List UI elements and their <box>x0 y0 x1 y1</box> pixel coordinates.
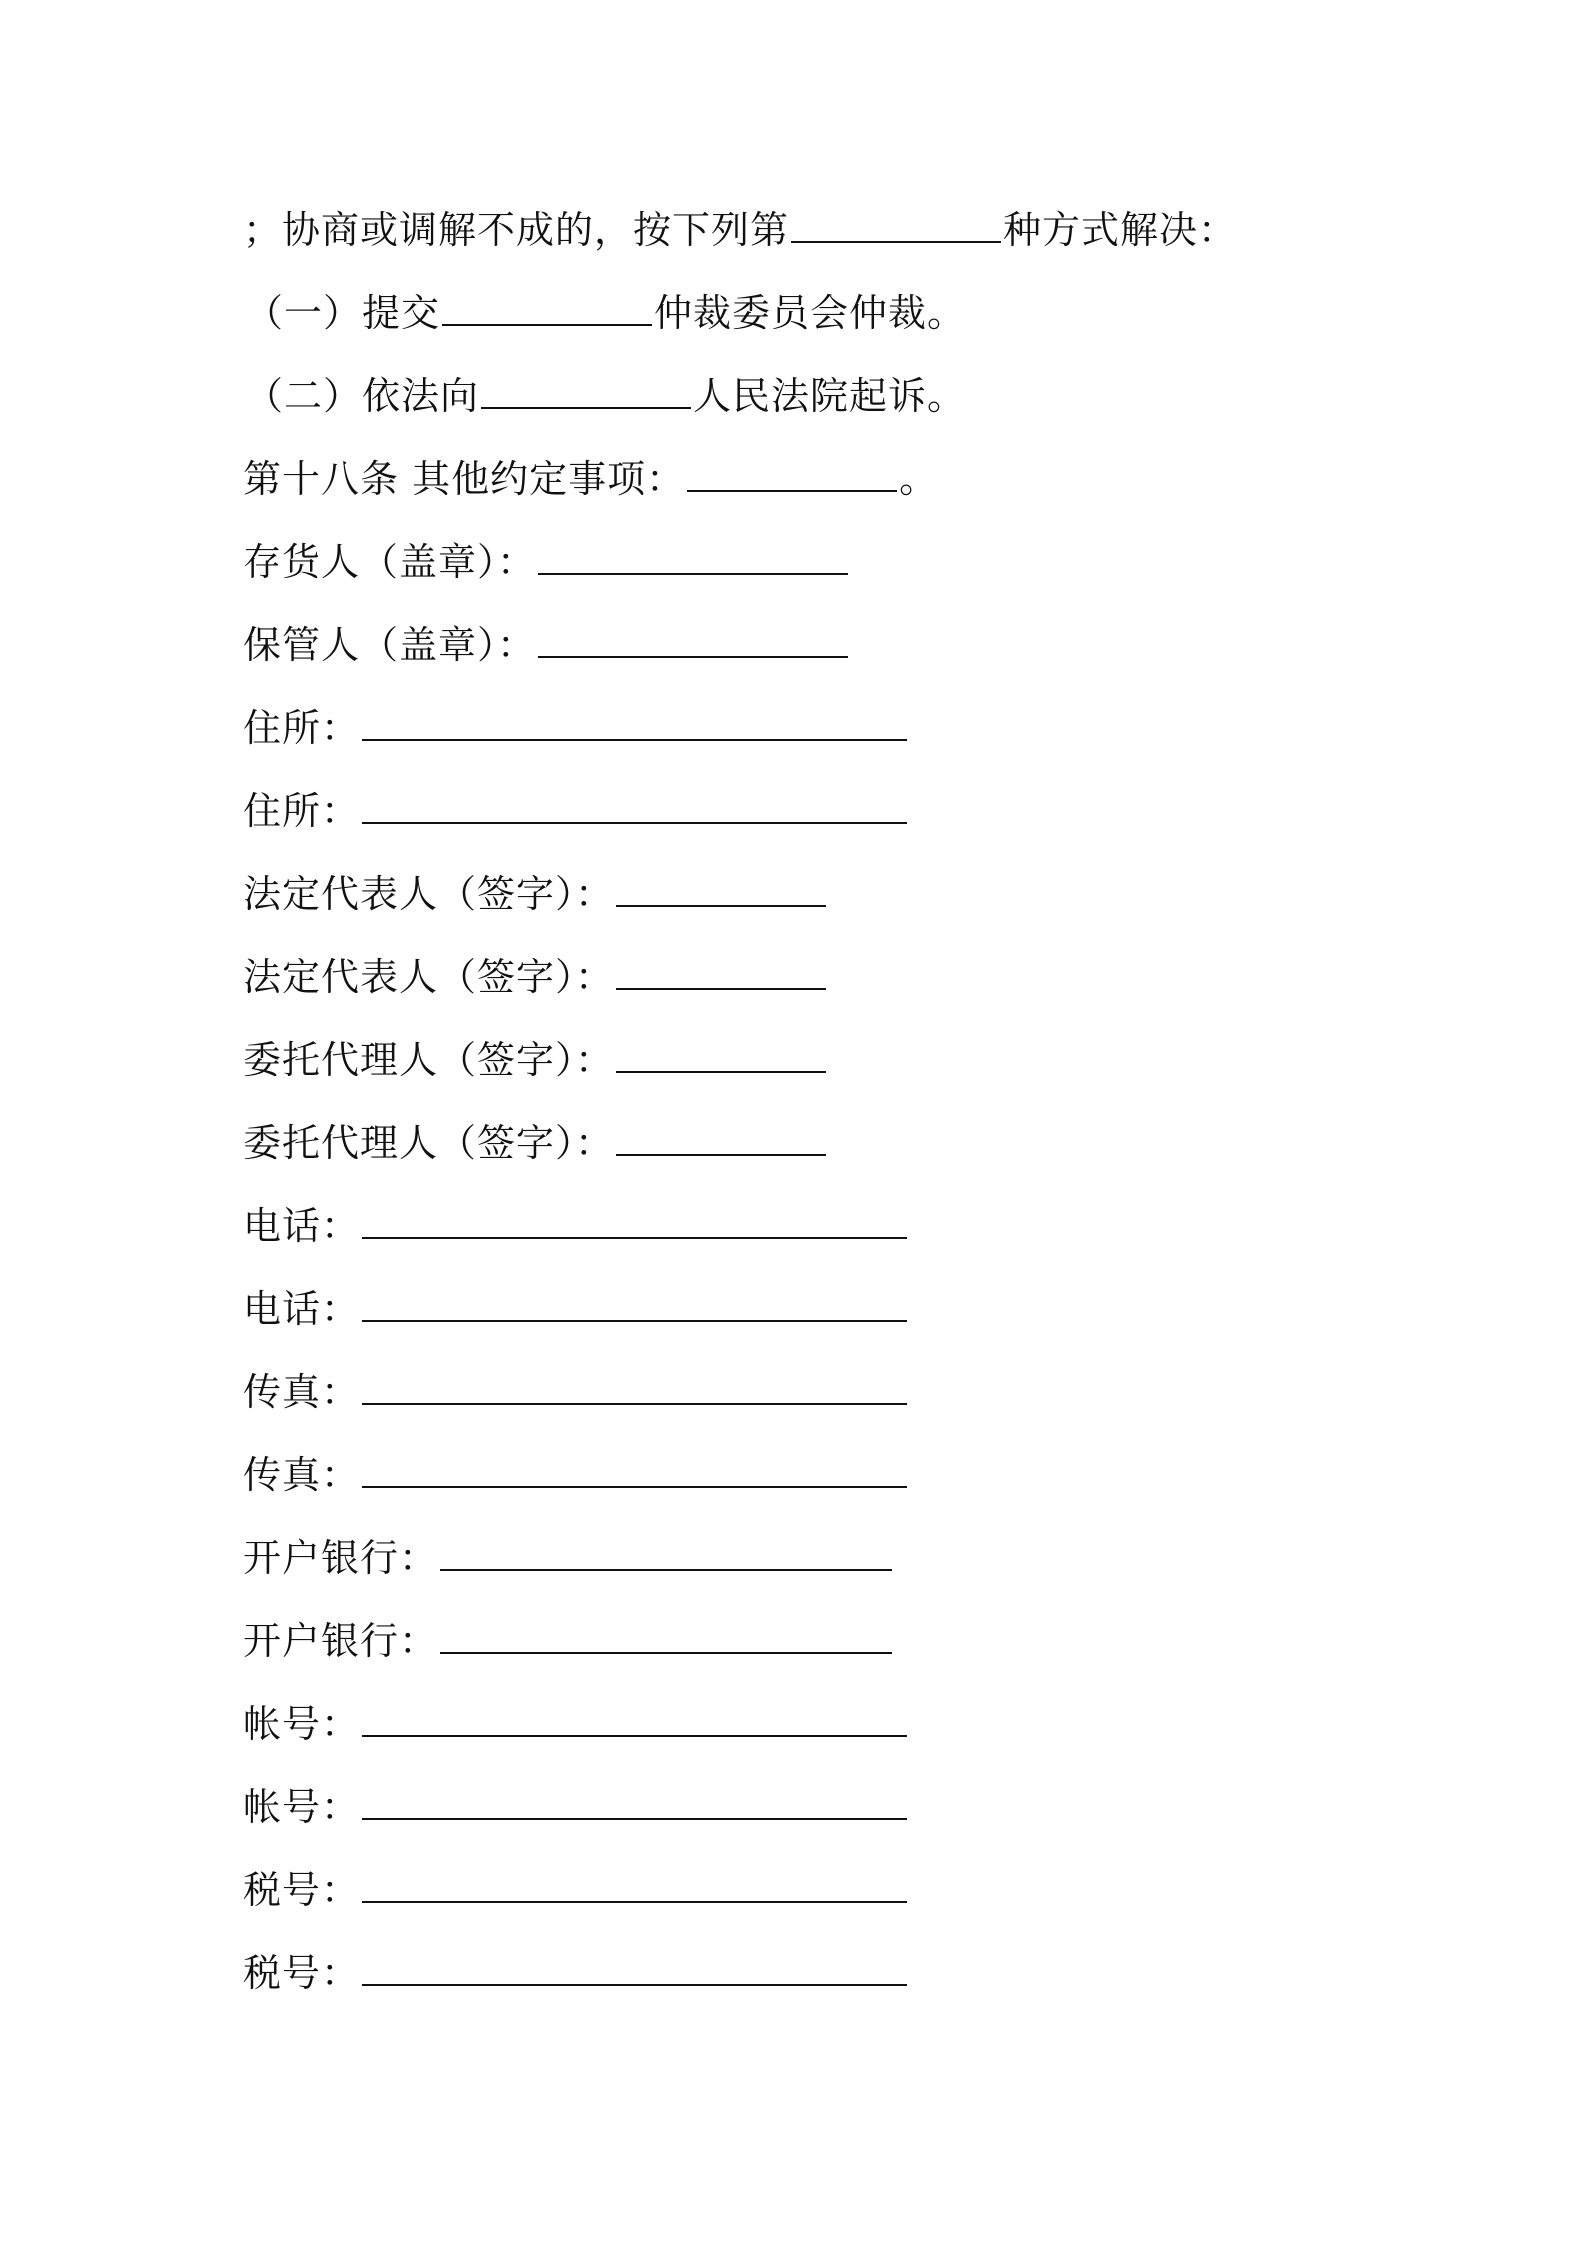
tax-number-blank[interactable] <box>362 1865 907 1903</box>
field-label: 帐号： <box>243 1785 361 1829</box>
field-label: 住所： <box>243 706 361 750</box>
field-label: 法定代表人（签字）： <box>243 955 615 999</box>
authorized-agent-blank[interactable] <box>616 1035 826 1073</box>
tax-number-field <box>243 1860 909 1920</box>
address-field <box>243 698 909 758</box>
fax-field <box>243 1362 909 1422</box>
tax-number-field <box>243 1943 909 2003</box>
bank-blank[interactable] <box>440 1533 892 1571</box>
field-label: 存货人（盖章）： <box>243 540 537 584</box>
field-label: 税号： <box>243 1951 361 1995</box>
field-label: 电话： <box>243 1204 361 1248</box>
account-number-field <box>243 1777 909 1837</box>
bank-field <box>243 1611 894 1671</box>
field-label: 法定代表人（签字）： <box>243 872 615 916</box>
legal-representative-field <box>243 864 828 924</box>
arbitration-option-text: （一）提交 <box>245 291 441 335</box>
arbitration-option-line <box>245 283 966 343</box>
account-number-field <box>243 1694 909 1754</box>
account-number-blank[interactable] <box>362 1782 907 1820</box>
dispute-resolution-line <box>243 200 1237 260</box>
article-18-suffix: 。 <box>899 457 939 501</box>
phone-field <box>243 1196 909 1256</box>
field-label: 税号： <box>243 1868 361 1912</box>
tax-number-blank[interactable] <box>362 1948 907 1986</box>
fax-blank[interactable] <box>362 1367 907 1405</box>
legal-representative-field <box>243 947 828 1007</box>
legal-representative-blank[interactable] <box>616 952 826 990</box>
article-18-text: 第十八条 其他约定事项： <box>243 457 686 501</box>
bank-field <box>243 1528 894 1588</box>
field-label: 开户银行： <box>243 1619 439 1663</box>
phone-blank[interactable] <box>362 1284 907 1322</box>
dispute-resolution-suffix: 种方式解决： <box>1003 208 1238 252</box>
legal-representative-blank[interactable] <box>616 869 826 907</box>
arbitration-option-suffix: 仲裁委员会仲裁。 <box>654 291 967 335</box>
dispute-resolution-text: ；协商或调解不成的，按下列第 <box>243 208 790 252</box>
bank-blank[interactable] <box>440 1616 892 1654</box>
fax-field <box>243 1445 909 1505</box>
account-number-blank[interactable] <box>362 1699 907 1737</box>
arbitration-committee-blank[interactable] <box>442 288 652 326</box>
field-label: 帐号： <box>243 1702 361 1746</box>
court-name-blank[interactable] <box>481 371 691 409</box>
address-field <box>243 781 909 841</box>
court-option-text: （二）依法向 <box>245 374 480 418</box>
field-label: 住所： <box>243 789 361 833</box>
depositor-seal-blank[interactable] <box>538 537 848 575</box>
field-label: 保管人（盖章）： <box>243 623 537 667</box>
method-number-blank[interactable] <box>791 205 1001 243</box>
field-label: 电话： <box>243 1287 361 1331</box>
authorized-agent-blank[interactable] <box>616 1118 826 1156</box>
depositor-seal-field <box>243 532 850 592</box>
field-label: 传真： <box>243 1370 361 1414</box>
field-label: 开户银行： <box>243 1536 439 1580</box>
authorized-agent-field <box>243 1113 828 1173</box>
phone-blank[interactable] <box>362 1201 907 1239</box>
article-18-line <box>243 449 938 509</box>
custodian-seal-blank[interactable] <box>538 620 848 658</box>
address-blank[interactable] <box>362 786 907 824</box>
court-option-suffix: 人民法院起诉。 <box>693 374 967 418</box>
authorized-agent-field <box>243 1030 828 1090</box>
field-label: 委托代理人（签字）： <box>243 1121 615 1165</box>
court-option-line <box>245 366 966 426</box>
field-label: 传真： <box>243 1453 361 1497</box>
other-matters-blank[interactable] <box>687 454 897 492</box>
custodian-seal-field <box>243 615 850 675</box>
phone-field <box>243 1279 909 1339</box>
fax-blank[interactable] <box>362 1450 907 1488</box>
field-label: 委托代理人（签字）： <box>243 1038 615 1082</box>
address-blank[interactable] <box>362 703 907 741</box>
